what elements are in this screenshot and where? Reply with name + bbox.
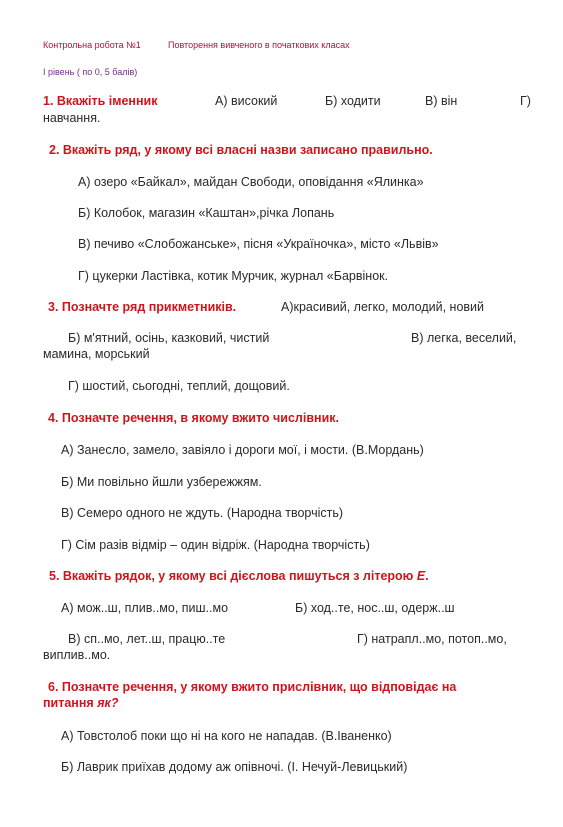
q5-option-c: В) сп..мо, лет..ш, працю..те bbox=[68, 632, 226, 646]
question-3: 3. Позначте ряд прикметників. bbox=[48, 300, 237, 314]
q3-option-a: А)красивий, легко, молодий, новий bbox=[281, 300, 485, 314]
q1-option-d-text: навчання. bbox=[43, 111, 101, 125]
document-title: Контрольна робота №1 bbox=[43, 40, 141, 50]
q2-option-b: Б) Колобок, магазин «Каштан»,річка Лопань bbox=[78, 206, 335, 220]
q1-option-a: А) високий bbox=[215, 94, 278, 108]
q6-option-a: А) Товстолоб поки що ні на кого не нападав. (В.Іваненко) bbox=[61, 729, 392, 743]
q5-letter: Е bbox=[416, 569, 426, 583]
q5-option-b: Б) ход..те, нос..ш, одерж..ш bbox=[295, 601, 455, 615]
q3-option-d: Г) шостий, сьогодні, теплий, дощовий. bbox=[68, 379, 290, 393]
level-label: І рівень ( по 0, 5 балів) bbox=[43, 67, 138, 77]
q4-option-c: В) Семеро одного не ждуть. (Народна творчість) bbox=[61, 506, 344, 520]
q3-option-c: В) легка, веселий, bbox=[411, 331, 517, 345]
q1-option-c: В) він bbox=[425, 94, 458, 108]
q4-option-d: Г) Сім разів відмір – один відріж. (Народна творчість) bbox=[61, 538, 370, 552]
q2-option-c: В) печиво «Слобожанське», пісня «Україночка», місто «Львів» bbox=[78, 237, 439, 251]
question-2: 2. Вкажіть ряд, у якому всі власні назви записано правильно. bbox=[49, 143, 433, 157]
q6-option-b: Б) Лаврик приїхав додому аж опівночі. (І. Нечуй-Левицький) bbox=[61, 760, 408, 774]
question-6-cont bbox=[43, 696, 119, 710]
q5-option-d-cont: виплив..мо. bbox=[43, 648, 111, 662]
question-1: 1. Вкажіть іменник bbox=[43, 94, 158, 108]
q4-option-b: Б) Ми повільно йшли узбережжям. bbox=[61, 475, 262, 489]
question-6: 6. Позначте речення, у якому вжито прислівник, що відповідає на bbox=[48, 680, 457, 694]
q1-option-b: Б) ходити bbox=[325, 94, 381, 108]
q1-option-d: Г) bbox=[520, 94, 531, 108]
q2-option-d: Г) цукерки Ластівка, котик Мурчик, журнал «Барвінок. bbox=[78, 269, 389, 283]
q6-question-word: як? bbox=[97, 696, 119, 710]
q5-question-text: 5. Вкажіть рядок, у якому всі дієслова пишуться з літерою bbox=[49, 569, 414, 583]
q6-question-text: питання bbox=[43, 696, 94, 710]
q2-option-a: А) озеро «Байкал», майдан Свободи, оповідання «Ялинка» bbox=[78, 175, 424, 189]
q5-option-d: Г) натрапл..мо, потоп..мо, bbox=[357, 632, 507, 646]
question-5: 5. Вкажіть рядок, у якому всі дієслова пишуться з літерою Е. bbox=[49, 569, 429, 583]
q5-option-a: А) мож..ш, плив..мо, пиш..мо bbox=[61, 601, 229, 615]
q4-option-a: А) Занесло, замело, завіяло і дороги мої, і мости. (В.Мордань) bbox=[61, 443, 424, 457]
question-4: 4. Позначте речення, в якому вжито числівник. bbox=[48, 411, 339, 425]
q3-option-c-cont: мамина, морський bbox=[43, 347, 150, 361]
q3-option-b: Б) м'ятний, осінь, казковий, чистий bbox=[68, 331, 270, 345]
document-subtitle: Повторення вивченого в початкових класах bbox=[168, 40, 350, 50]
